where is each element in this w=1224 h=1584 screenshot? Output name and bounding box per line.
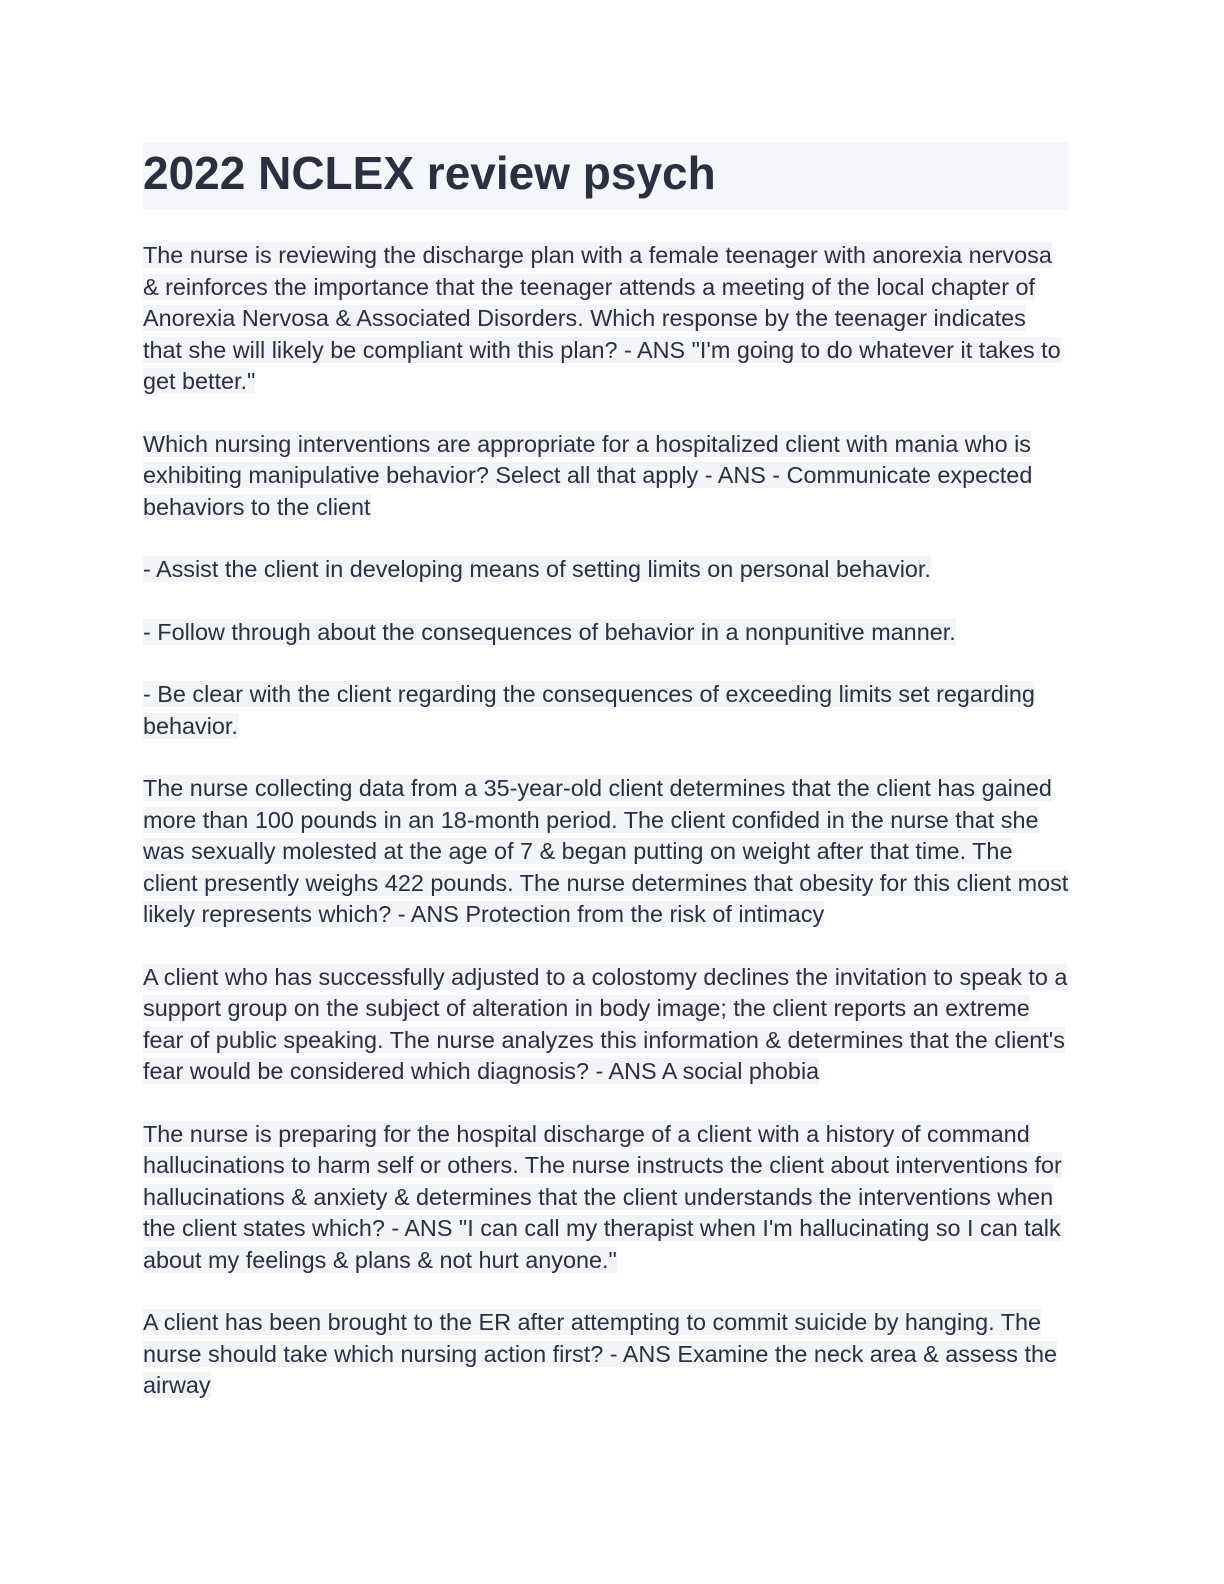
paragraph-text: Which nursing interventions are appropriate for a hospitalized client with mania who is exhibiting manipulative behavior? Select all that apply - ANS - Communicate expected behaviors to the client bbox=[143, 430, 1033, 520]
paragraph-text: - Follow through about the consequences of behavior in a nonpunitive manner. bbox=[143, 618, 956, 645]
qa-paragraph bbox=[143, 429, 1069, 524]
answer-bullet bbox=[143, 679, 1069, 742]
paragraph-text: The nurse is preparing for the hospital discharge of a client with a history of command hallucinations to harm self or others. The nurse instructs the client about interventions for hallucinations & anxiety & determines that the client understands the interventions when the client states which? - ANS "I can call my therapist when I'm hallucinating so I can talk about my feelings & plans & not hurt anyone." bbox=[143, 1120, 1062, 1273]
document-page bbox=[143, 142, 1069, 1433]
qa-paragraph bbox=[143, 962, 1069, 1088]
paragraph-text: - Be clear with the client regarding the consequences of exceeding limits set regarding behavior. bbox=[143, 681, 1035, 739]
document-title: 2022 NCLEX review psych bbox=[143, 147, 716, 199]
paragraph-text: The nurse collecting data from a 35-year-old client determines that the client has gained more than 100 pounds in an 18-month period. The client confided in the nurse that she was sexually molested at the age of 7 & began putting on weight after that time. The client presently weighs 422 pounds. The nurse determines that obesity for this client most likely represents which? - ANS Protection from the risk of intimacy bbox=[143, 775, 1069, 927]
qa-paragraph bbox=[143, 1307, 1069, 1402]
qa-paragraph bbox=[143, 773, 1069, 931]
paragraph-text: A client who has successfully adjusted to a colostomy declines the invitation to speak to a support group on the subject of alteration in body image; the client reports an extreme fear of public speaking. The nurse analyzes this information & determines that the client's fear would be considered which diagnosis? - ANS A social phobia bbox=[143, 963, 1068, 1084]
answer-bullet bbox=[143, 617, 1069, 649]
qa-paragraph bbox=[143, 1119, 1069, 1277]
answer-bullet bbox=[143, 554, 1069, 586]
qa-paragraph bbox=[143, 240, 1069, 398]
paragraph-text: - Assist the client in developing means of setting limits on personal behavior. bbox=[143, 556, 931, 582]
paragraph-text: The nurse is reviewing the discharge plan with a female teenager with anorexia nervosa & reinforces the importance that the teenager attends a meeting of the local chapter of Anorexia Nervosa & Associated Disorders. Which response by the teenager indicates that she will likely be compliant with this plan? - ANS "I'm going to do whatever it takes to get better." bbox=[143, 242, 1061, 394]
title-block bbox=[143, 142, 1069, 210]
paragraph-text: A client has been brought to the ER after attempting to commit suicide by hanging. The nurse should take which nursing action first? - ANS Examine the neck area & assess the airway bbox=[143, 1309, 1058, 1398]
